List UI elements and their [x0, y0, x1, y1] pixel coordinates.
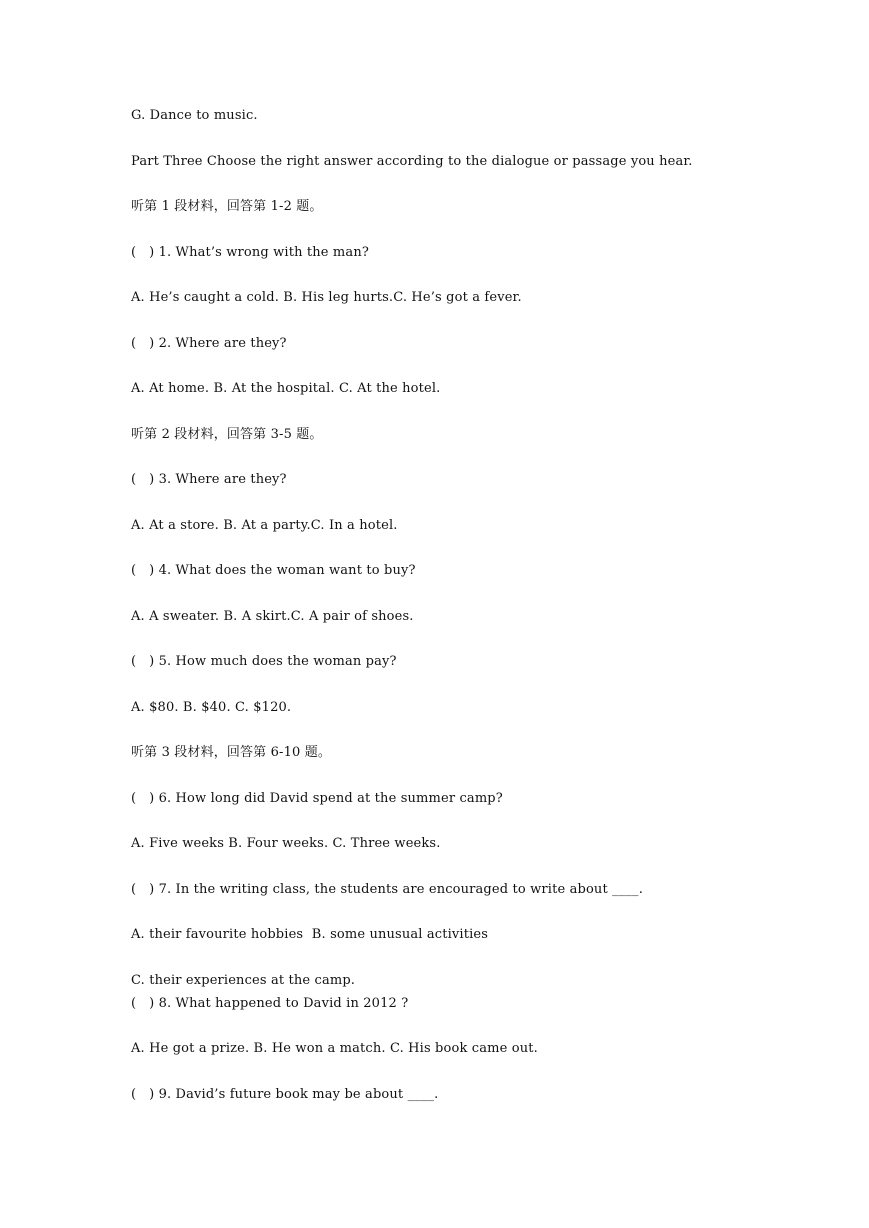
question-1: ( ) 1. What’s wrong with the man? — [131, 245, 369, 260]
question-6: ( ) 6. How long did David spend at the summer camp? — [131, 791, 503, 806]
question-1-options: A. He’s caught a cold. B. His leg hurts.C. He’s got a fever. — [131, 290, 522, 305]
question-7-option-c: C. their experiences at the camp. — [131, 973, 356, 988]
section-2-heading: 听第 2 段材料，回答第 3-5 题。 — [131, 427, 323, 442]
question-5-options: A. $80. B. $40. C. $120. — [131, 700, 292, 715]
question-7-options-ab: A. their favourite hobbies B. some unusual activities — [131, 927, 489, 942]
question-3: ( ) 3. Where are they? — [131, 472, 287, 487]
question-3-options: A. At a store. B. At a party.C. In a hotel. — [131, 518, 398, 533]
question-2-options: A. At home. B. At the hospital. C. At the hotel. — [131, 381, 441, 396]
question-7: ( ) 7. In the writing class, the students are encouraged to write about ____. — [131, 882, 643, 897]
part-three-instruction: Part Three Choose the right answer according to the dialogue or passage you hear. — [131, 154, 693, 169]
question-9: ( ) 9. David’s future book may be about ____. — [131, 1087, 439, 1102]
section-3-heading: 听第 3 段材料，回答第 6-10 题。 — [131, 745, 332, 760]
question-6-options: A. Five weeks B. Four weeks. C. Three weeks. — [131, 836, 441, 851]
question-8: ( ) 8. What happened to David in 2012 ? — [131, 996, 409, 1011]
question-4-options: A. A sweater. B. A skirt.C. A pair of shoes. — [131, 609, 414, 624]
section-1-heading: 听第 1 段材料，回答第 1-2 题。 — [131, 199, 323, 214]
question-2: ( ) 2. Where are they? — [131, 336, 287, 351]
question-5: ( ) 5. How much does the woman pay? — [131, 654, 397, 669]
question-8-options: A. He got a prize. B. He won a match. C. His book came out. — [131, 1041, 538, 1056]
question-4: ( ) 4. What does the woman want to buy? — [131, 563, 416, 578]
option-g-line: G. Dance to music. — [131, 108, 258, 123]
